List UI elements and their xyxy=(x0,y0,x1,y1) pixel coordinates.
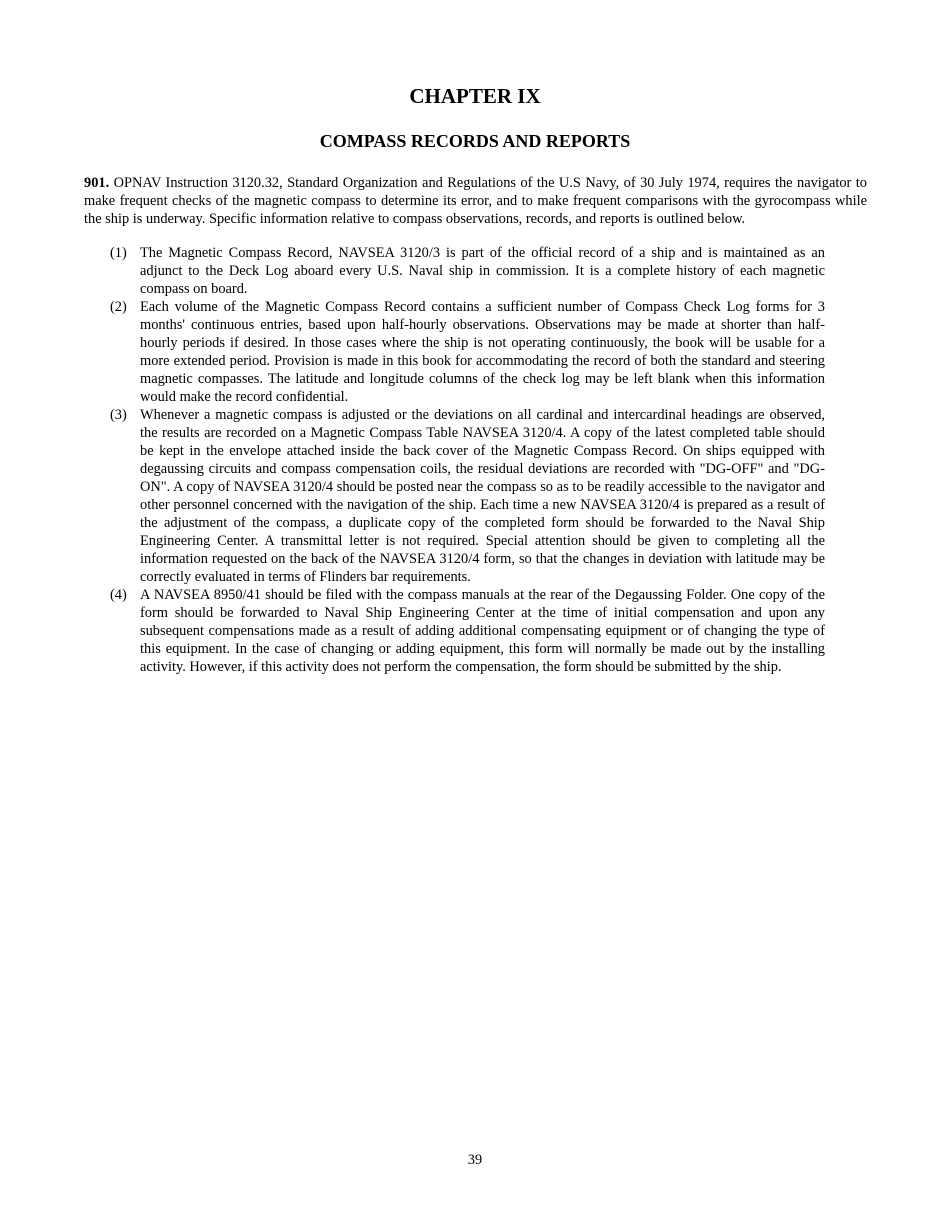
intro-paragraph xyxy=(84,174,867,228)
list-item-marker: (3) xyxy=(110,407,127,423)
list-item-text: Whenever a magnetic compass is adjusted or the deviations on all cardinal and intercardinal headings are observed, the results are recorded on a Magnetic Compass Table NAVSEA 3120/4. A copy of the latest completed table should be kept in the envelope attached inside the back cover of the Magnetic Compass Record. On ships equipped with degaussing circuits and compass compensation coils, the residual deviations are recorded with "DG-OFF" and "DG-ON". A copy of NAVSEA 3120/4 should be posted near the compass so as to be readily accessible to the navigator and other personnel concerned with the navigation of the ship. Each time a new NAVSEA 3120/4 is prepared as a result of the adjustment of the compass, a duplicate copy of the completed form should be forwarded to the Naval Ship Engineering Center. A transmittal letter is not required. Special attention should be given to completing all the information requested on the back of the NAVSEA 3120/4 form, so that the changes in deviation with latitude may be correctly evaluated in terms of Flinders bar requirements. xyxy=(140,407,825,585)
list-item xyxy=(84,244,825,298)
list-item xyxy=(84,586,825,676)
page-number: 39 xyxy=(467,1152,483,1168)
list-item-marker: (2) xyxy=(110,299,127,315)
list-item-text: A NAVSEA 8950/41 should be filed with the compass manuals at the rear of the Degaussing Folder. One copy of the form should be forwarded to Naval Ship Engineering Center at the time of initial compensation and upon any subsequent compensations made as a result of adding additional compensating equipment or of changing the type of this equipment. In the case of changing or adding equipment, this form will normally be made out by the installing activity. However, if this activity does not perform the compensation, the form should be submitted by the ship. xyxy=(140,587,825,675)
paragraph-number: 901. xyxy=(84,175,110,191)
intro-text: OPNAV Instruction 3120.32, Standard Organization and Regulations of the U.S Navy, of 30 July 1974, requires the navigator to make frequent checks of the magnetic compass to determine its error, and to make frequent comparisons with the gyrocompass while the ship is underway. Specific information relative to compass observations, records, and reports is outlined below. xyxy=(84,175,867,227)
chapter-title: CHAPTER IX xyxy=(409,84,541,108)
list-item-marker: (4) xyxy=(110,587,127,603)
section-title: COMPASS RECORDS AND REPORTS xyxy=(319,131,631,151)
numbered-item-list xyxy=(84,244,825,676)
list-item-marker: (1) xyxy=(110,245,127,261)
list-item xyxy=(84,298,825,406)
list-item xyxy=(84,406,825,586)
list-item-text: Each volume of the Magnetic Compass Record contains a sufficient number of Compass Check Log forms for 3 months' continuous entries, based upon half-hourly observations. Observations may be made at shorter than half-hourly periods if desired. In those cases where the ship is not operating continuously, the book will be usable for a more extended period. Provision is made in this book for accommodating the record of both the standard and steering magnetic compasses. The latitude and longitude columns of the check log may be left blank when this information would make the record confidential. xyxy=(140,299,825,405)
list-item-text: The Magnetic Compass Record, NAVSEA 3120/3 is part of the official record of a ship and is maintained as an adjunct to the Deck Log aboard every U.S. Naval ship in commission. It is a complete history of each magnetic compass on board. xyxy=(140,245,825,297)
